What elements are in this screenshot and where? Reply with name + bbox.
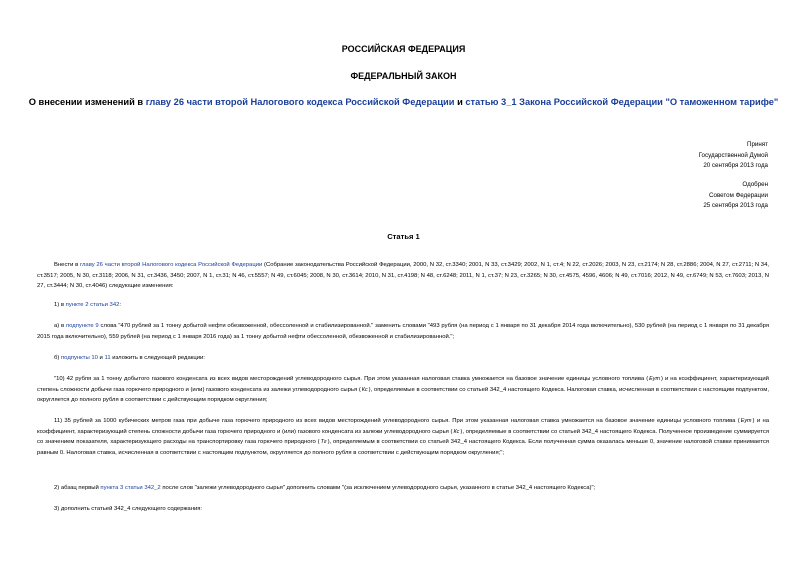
customs-law-article-link[interactable]: статью 3_1 Закона Российской Федерации "О таможенном тарифе": [465, 97, 779, 107]
subitem-a: [37, 321, 769, 342]
sub11-text-d: ), определяемым в соответствии со статьей 342_4 настоящего Кодекса. Если полученная сумма оказалась меньше 0, значение налоговой ставки принимается равным 0. Налоговая ставка, исчисленная в соответствии с настоящим подпунктом, округляется до полного рубля в соответствии с действующим порядком округления;";: [37, 439, 769, 456]
sub11-text-b: ) и на коэффициент, характеризующий степень сложности добычи газа горючего природного и (или) газового конденсата из залежи углеводородного сырья (: [37, 418, 769, 435]
subitem-b-link-10[interactable]: подпункты 10: [60, 355, 98, 361]
approval-block: [703, 180, 768, 212]
item-1: [37, 300, 769, 311]
subitem-a-text: слова "470 рублей за 1 тонну добытой нефти обезвоженной, обессоленной и стабилизированной." заменить словами "493 рубля (на период с 1 января по 31 декабря 2014 года включительно), 530 рублей (на период с 1 января по 31 декабря 2015 года включительно), 559 рублей (на период с 1 января 2016 года) за 1 тонну добытой нефти обессоленной, обезвоженной и стабилизированной.";: [37, 323, 770, 340]
formula-eut-icon: Еут: [649, 376, 660, 382]
item-3: 3) дополнить статьей 342_4 следующего содержания:: [54, 506, 203, 512]
item-1-pre: 1) в: [54, 302, 66, 308]
intro-chapter-link[interactable]: главу 26 части второй Налогового кодекса Российской Федерации: [79, 262, 263, 268]
subitem-b: [37, 353, 769, 364]
subitem-a-pre: а) в: [54, 323, 66, 329]
item-2-link[interactable]: пункта 3 статьи 342_2: [100, 485, 161, 491]
intro-paragraph: [37, 260, 769, 292]
approval-date: 25 сентября 2013 года: [703, 202, 768, 209]
item-2: [37, 483, 769, 494]
formula-kc-icon: Кс: [453, 428, 460, 435]
adoption-line-1: Принят: [747, 141, 768, 148]
subparagraph-11: [37, 416, 769, 458]
subitem-a-link[interactable]: подпункте 9: [65, 323, 99, 329]
approval-line-1: Одобрен: [742, 181, 768, 188]
item-1-post: :: [119, 302, 122, 308]
intro-text: (Собрание законодательства Российской Федерации, 2000, N 32, ст.3340; 2001, N 33, ст.3429; 2002, N 1, ст.4; N 22, ст.2026; 2003, N 23, ст.2174; N 28, ст.2886; 2004, N 27, ст.2711; N 34, ст.3517; 2005, N 30, ст.3118; 2006, N 31, ст.3436, 3450; 2007, N 1, ст.31; N 46, ст.5557; N 49, ст.6045; 2008, N 30, ст.3614; 2010, N 31, ст.4198; N 48, ст.6248; 2011, N 1, ст.37; N 23, ст.3265; N 30, ст.4575, 4596, 4606; N 49, ст.7016; 2012, N 49, ст.6749; N 53, ст.7603; 2013, N 27, ст.3444; N 30, ст.4046) следующие изменения:: [37, 262, 769, 289]
subitem-b-link-11[interactable]: 11: [104, 355, 111, 361]
formula-eut-icon: Еут: [740, 418, 752, 424]
adoption-date: 20 сентября 2013 года: [703, 162, 768, 169]
formula-kc-icon: Кс: [361, 386, 368, 393]
item-2-post: после слов "залежи углеводородного сырья" дополнить словами "(за исключением углеводородного сырья, указанного в статье 342_4 настоящего Кодекса)";: [160, 485, 596, 491]
sub10-text-c: ), определяемые в соответствии со статьей 342_4 настоящего Кодекса. Налоговая ставка, исчисленная в соответствии с настоящим подпунктом, округляется до полного рубля в соответствии с действующим порядком округления;: [37, 386, 769, 403]
intro-pre: Внести в: [54, 262, 80, 268]
sub11-text-a: 11) 35 рублей за 1000 кубических метров газа при добыче газа горючего природного из всех видов месторождений углеводородного сырья. При этом указанная налоговая ставка умножается на базовое значение единицы условного топлива (: [54, 418, 740, 424]
sub10-text-a: "10) 42 рубля за 1 тонну добытого газового конденсата из всех видов месторождений углеводородного сырья. При этом указанная налоговая ставка умножается на базовое значение единицы условного топлива (: [54, 376, 649, 382]
law-title: [0, 97, 807, 107]
item-1-link[interactable]: пункте 2 статьи 342: [65, 302, 120, 308]
law-title-mid: и: [454, 97, 466, 107]
sub10-text-b: ) и на коэффициент, характеризующий степень сложности добычи газа горючего природного и (или) газового конденсата из залежи углеводородного сырья (: [37, 376, 769, 393]
subitem-b-pre: б): [54, 355, 61, 361]
law-type-heading: ФЕДЕРАЛЬНЫЙ ЗАКОН: [350, 71, 457, 81]
law-title-pre: О внесении изменений в: [28, 97, 146, 107]
approval-line-2: Советом Федерации: [709, 191, 768, 199]
country-heading: РОССИЙСКАЯ ФЕДЕРАЦИЯ: [341, 44, 466, 54]
adoption-block: [699, 140, 768, 172]
subitem-b-post: изложить в следующей редакции:: [110, 355, 205, 361]
formula-tg-icon: Тг: [320, 439, 327, 445]
subitem-b-mid: и: [97, 355, 105, 361]
subparagraph-10: [37, 374, 769, 406]
item-2-pre: 2) абзац первый: [54, 485, 101, 491]
tax-code-chapter-link[interactable]: главу 26 части второй Налогового кодекса Российской Федерации: [145, 97, 455, 107]
article-heading: Статья 1: [387, 232, 420, 241]
adoption-line-2: Государственной Думой: [698, 151, 768, 159]
sub11-text-c: ), определяемые в соответствии со статьей 342_4 настоящего Кодекса. Полученное произведение суммируется со значением показателя, характеризующего расходы на транспортировку газа горючего природного (: [37, 428, 770, 445]
